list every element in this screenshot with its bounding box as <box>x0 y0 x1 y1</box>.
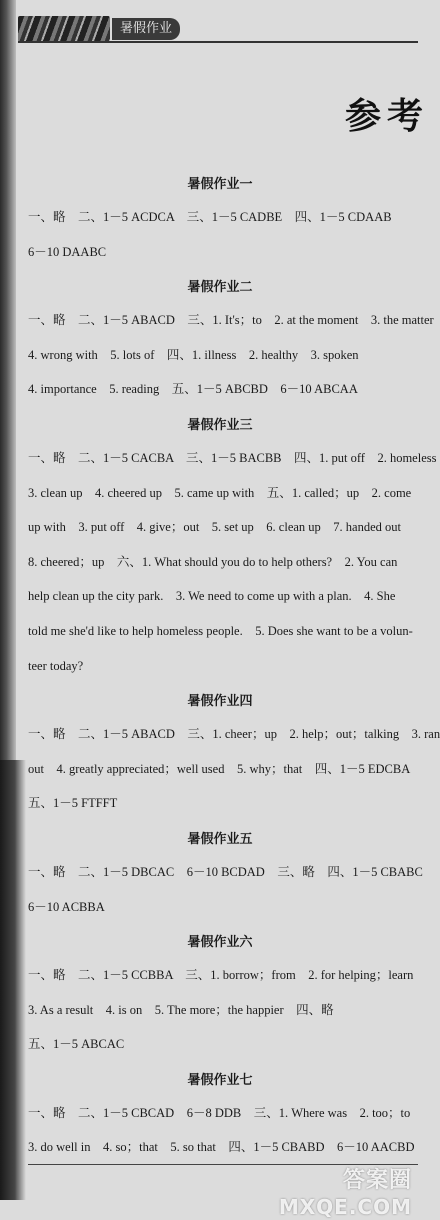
watermark-text-cn: 答案圈 <box>342 1168 412 1193</box>
footer-rule <box>28 1164 418 1165</box>
answer-content <box>28 170 440 1169</box>
answer-line: out 4. greatly appreciated；well used 5. why；that 四、1－5 EDCBA <box>28 761 411 776</box>
answer-section <box>28 928 412 1062</box>
section-title: 暑假作业三 <box>187 417 253 433</box>
answer-section <box>28 273 434 407</box>
page-title: 参考 <box>345 95 430 137</box>
watermark-text-en: MXQE.COM <box>278 1195 412 1219</box>
section-title: 暑假作业七 <box>187 1072 253 1088</box>
answer-line: 一、略 二、1－5 ABACD 三、1. cheer；up 2. help；out；talking 3. ran <box>28 727 440 742</box>
watermark-logo <box>279 1168 412 1220</box>
answer-section <box>28 411 437 683</box>
answer-line: 4. importance 5. reading 五、1－5 ABCBD 6－10 ABCAA <box>28 382 358 397</box>
header-tab: 暑假作业 <box>112 18 180 40</box>
answer-section <box>28 687 440 821</box>
answer-line: 一、略 二、1－5 CCBBA 三、1. borrow；from 2. for helping；learn <box>28 968 414 983</box>
answer-line: 3. clean up 4. cheered up 5. came up with 五、1. called；up 2. come <box>28 485 412 500</box>
scan-edge-shadow-lower <box>0 760 26 1200</box>
answer-line: 一、略 二、1－5 ABACD 三、1. It's；to 2. at the moment 3. the matter <box>28 313 434 328</box>
answer-line: 一、略 二、1－5 ACDCA 三、1－5 CADBE 四、1－5 CDAAB <box>28 210 392 224</box>
answer-line: 一、略 二、1－5 CACBA 三、1－5 BACBB 四、1. put off 2. homeless <box>28 450 437 465</box>
answer-line: 一、略 二、1－5 CBCAD 6－8 DDB 三、1. Where was 2. too；to <box>28 1105 411 1120</box>
header-decoration-image <box>18 16 110 42</box>
answer-line: 五、1－5 FTFFT <box>28 796 118 811</box>
answer-line: 一、略 二、1－5 DBCAC 6－10 BCDAD 三、略 四、1－5 CBABC <box>28 864 423 879</box>
section-title: 暑假作业五 <box>187 831 253 847</box>
answer-line: 8. cheered；up 六、1. What should you do to help others? 2. You can <box>28 554 398 569</box>
answer-line: 4. wrong with 5. lots of 四、1. illness 2. healthy 3. spoken <box>28 347 359 362</box>
header-rule <box>18 41 418 43</box>
section-title: 暑假作业四 <box>187 694 253 710</box>
answer-line: told me she'd like to help homeless people. 5. Does she want to be a volun- <box>28 623 413 638</box>
answer-section <box>28 825 423 924</box>
section-title: 暑假作业一 <box>187 177 253 192</box>
answer-line: 6－10 DAABC <box>28 244 107 259</box>
answer-line: 3. do well in 4. so；that 5. so that 四、1－5 CBABD 6－10 AACBD <box>28 1140 415 1155</box>
answer-line: help clean up the city park. 3. We need to come up with a plan. 4. She <box>28 589 396 604</box>
answer-line: 五、1－5 ABCAC <box>28 1037 125 1052</box>
answer-line: 3. As a result 4. is on 5. The more；the happier 四、略 <box>28 1002 334 1017</box>
section-title: 暑假作业二 <box>187 280 253 296</box>
answer-line: teer today? <box>28 658 84 673</box>
answer-line: 6－10 ACBBA <box>28 899 105 914</box>
answer-line: up with 3. put off 4. give；out 5. set up 6. clean up 7. handed out <box>28 520 401 535</box>
answer-section <box>28 1066 415 1165</box>
answer-section <box>28 170 412 269</box>
section-title: 暑假作业六 <box>187 935 253 951</box>
